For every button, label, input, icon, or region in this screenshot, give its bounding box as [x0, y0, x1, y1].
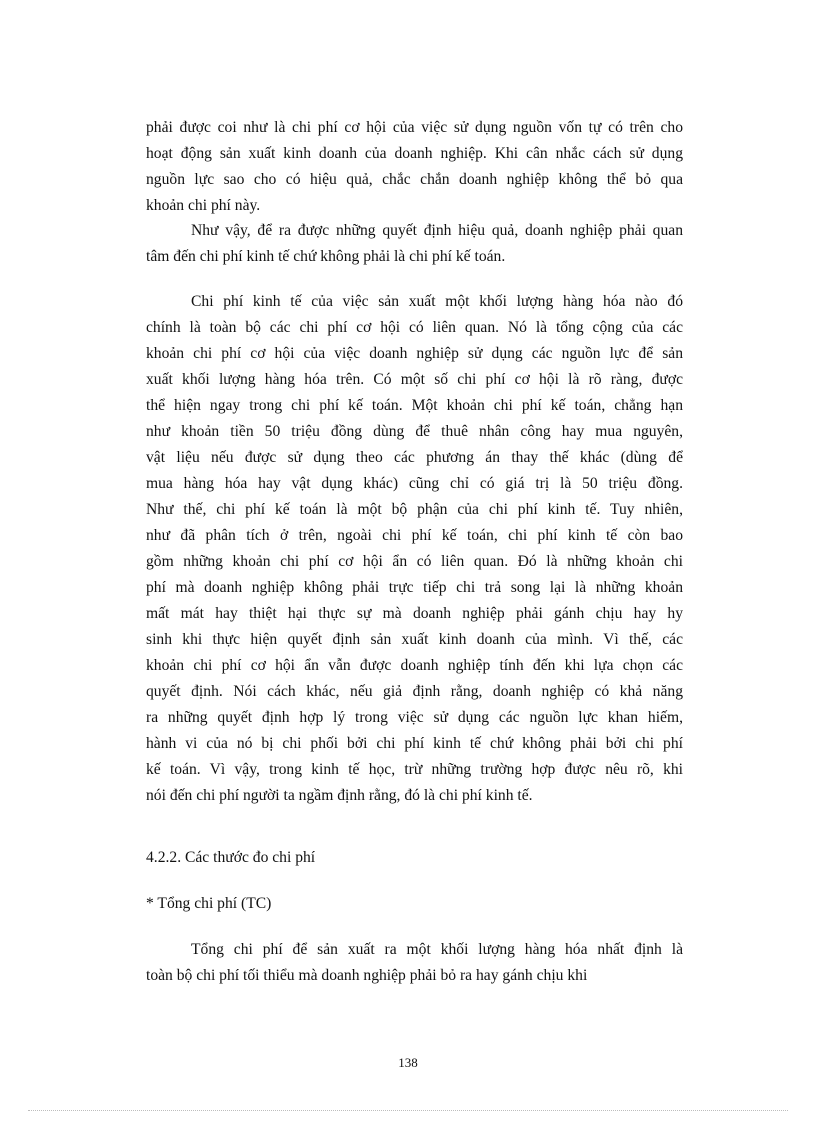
text-line: mua hàng hóa hay vật dụng khác) cũng chỉ có giá trị là 50 triệu đồng. [146, 475, 683, 492]
page-number: 138 [398, 1055, 418, 1070]
text-line: như đã phân tích ở trên, ngoài chi phí kế toán, chi phí kinh tế còn bao [146, 527, 683, 544]
text-line: hành vi của nó bị chi phối bởi chi phí kinh tế chứ không phải bởi chi phí [146, 735, 683, 752]
text-line: nói đến chi phí người ta ngầm định rằng, đó là chi phí kinh tế. [146, 787, 533, 804]
text-line: chính là toàn bộ các chi phí cơ hội có liên quan. Nó là tổng cộng của các [146, 319, 683, 336]
text-line: khoản chi phí cơ hội của việc doanh nghiệp sử dụng các nguồn lực để sản [146, 345, 683, 362]
subheading-total-cost: * Tổng chi phí (TC) [146, 895, 272, 912]
text-line: thể hiện ngay trong chi phí kế toán. Một khoản chi phí kế toán, chẳng hạn [146, 397, 683, 414]
paragraph-economic-cost [146, 289, 683, 809]
paragraph-opportunity-cost [146, 115, 683, 219]
text-line: sinh khi thực hiện quyết định sản xuất kinh doanh của mình. Vì thế, các [146, 631, 683, 648]
text-line: khoản chi phí này. [146, 197, 261, 214]
paragraph-economic-decision [146, 218, 683, 270]
text-line: như khoản tiền 50 triệu đồng dùng để thuê nhân công hay mua nguyên, [146, 423, 683, 440]
text-line: Chi phí kinh tế của việc sản xuất một khối lượng hàng hóa nào đó [191, 293, 683, 310]
text-line: kế toán. Vì vậy, trong kinh tế học, trừ những trường hợp được nêu rõ, khi [146, 761, 683, 778]
section-heading: 4.2.2. Các thước đo chi phí [146, 849, 316, 866]
text-line: phải được coi như là chi phí cơ hội của việc sử dụng nguồn vốn tự có trên cho [146, 119, 683, 136]
text-line: hoạt động sản xuất kinh doanh của doanh nghiệp. Khi cân nhắc cách sử dụng [146, 145, 683, 162]
text-line: Như thế, chi phí kế toán là một bộ phận của chi phí kinh tế. Tuy nhiên, [146, 501, 683, 518]
text-line: toàn bộ chi phí tối thiểu mà doanh nghiệp phải bỏ ra hay gánh chịu khi [146, 967, 588, 984]
text-line: khoản chi phí cơ hội ẩn vẫn được doanh nghiệp tính đến khi lựa chọn các [146, 657, 683, 674]
text-line: gồm những khoản chi phí cơ hội ẩn có liên quan. Đó là những khoản chi [146, 553, 683, 570]
text-line: vật liệu nếu được sử dụng theo các phương án thay thế khác (dùng để [146, 449, 683, 466]
paragraph-total-cost [146, 937, 683, 989]
text-line: mất mát hay thiệt hại thực sự mà doanh nghiệp phải gánh chịu hay hy [146, 605, 683, 622]
text-line: Như vậy, để ra được những quyết định hiệu quả, doanh nghiệp phải quan [191, 222, 683, 239]
text-line: ra những quyết định hợp lý trong việc sử dụng các nguồn lực khan hiếm, [146, 709, 683, 726]
text-line: nguồn lực sao cho có hiệu quả, chắc chắn doanh nghiệp không thể bỏ qua [146, 171, 683, 188]
text-line: quyết định. Nói cách khác, nếu giả định rằng, doanh nghiệp có khả năng [146, 683, 683, 700]
page-bottom-divider [28, 1110, 788, 1111]
text-line: xuất khối lượng hàng hóa trên. Có một số chi phí cơ hội là rõ ràng, được [146, 371, 683, 388]
text-line: Tổng chi phí để sản xuất ra một khối lượng hàng hóa nhất định là [191, 941, 683, 958]
text-line: phí mà doanh nghiệp không phải trực tiếp chi trả song lại là những khoản [146, 579, 683, 596]
text-line: tâm đến chi phí kinh tế chứ không phải là chi phí kế toán. [146, 248, 506, 265]
